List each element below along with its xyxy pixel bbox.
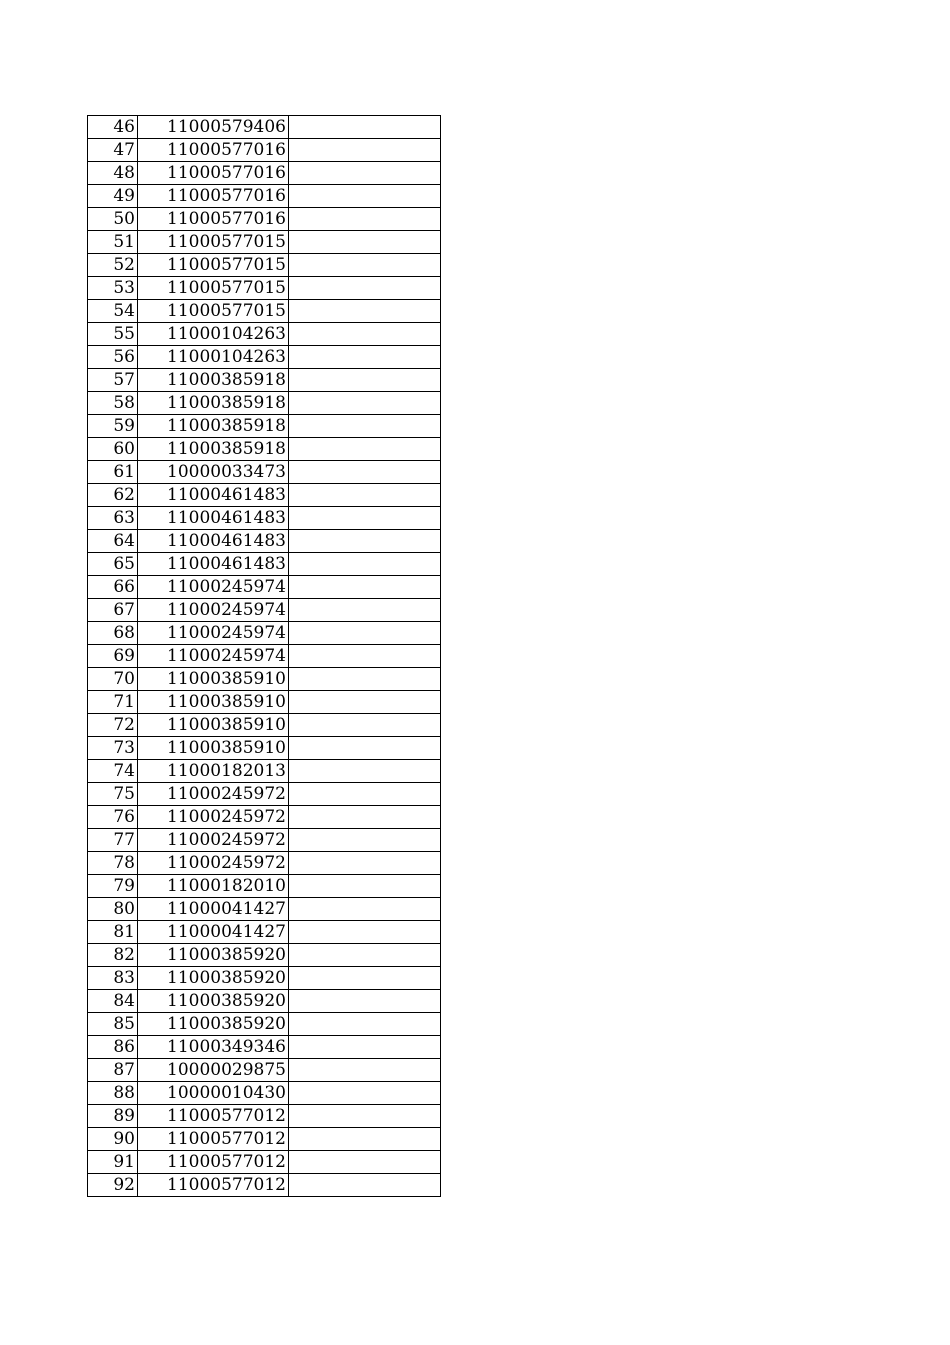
code-cell: 11000245972 xyxy=(138,783,289,806)
row-number-cell: 90 xyxy=(88,1128,138,1151)
empty-cell xyxy=(289,1105,441,1128)
empty-cell xyxy=(289,1036,441,1059)
code-cell: 11000577012 xyxy=(138,1128,289,1151)
row-number-cell: 74 xyxy=(88,760,138,783)
table-row xyxy=(88,990,441,1013)
empty-cell xyxy=(289,139,441,162)
row-number-cell: 72 xyxy=(88,714,138,737)
table-row xyxy=(88,1082,441,1105)
row-number-cell: 73 xyxy=(88,737,138,760)
table-row xyxy=(88,323,441,346)
table-row xyxy=(88,875,441,898)
row-number-cell: 79 xyxy=(88,875,138,898)
row-number-cell: 53 xyxy=(88,277,138,300)
empty-cell xyxy=(289,300,441,323)
row-number-cell: 77 xyxy=(88,829,138,852)
empty-cell xyxy=(289,415,441,438)
table-row xyxy=(88,1151,441,1174)
row-number-cell: 80 xyxy=(88,898,138,921)
table-row xyxy=(88,1036,441,1059)
empty-cell xyxy=(289,553,441,576)
table-row xyxy=(88,783,441,806)
code-cell: 11000461483 xyxy=(138,507,289,530)
table-row xyxy=(88,346,441,369)
table-row xyxy=(88,921,441,944)
empty-cell xyxy=(289,576,441,599)
table-row xyxy=(88,300,441,323)
table-row xyxy=(88,898,441,921)
table-row xyxy=(88,599,441,622)
row-number-cell: 86 xyxy=(88,1036,138,1059)
row-number-cell: 78 xyxy=(88,852,138,875)
code-cell: 11000104263 xyxy=(138,323,289,346)
row-number-cell: 58 xyxy=(88,392,138,415)
code-cell: 11000577012 xyxy=(138,1105,289,1128)
table-row xyxy=(88,668,441,691)
code-cell: 11000245972 xyxy=(138,829,289,852)
empty-cell xyxy=(289,231,441,254)
row-number-cell: 52 xyxy=(88,254,138,277)
code-cell: 11000577016 xyxy=(138,162,289,185)
empty-cell xyxy=(289,806,441,829)
code-cell: 11000577015 xyxy=(138,231,289,254)
empty-cell xyxy=(289,530,441,553)
table-row xyxy=(88,415,441,438)
table-row xyxy=(88,944,441,967)
row-number-cell: 75 xyxy=(88,783,138,806)
code-cell: 11000349346 xyxy=(138,1036,289,1059)
table-row xyxy=(88,691,441,714)
empty-cell xyxy=(289,852,441,875)
empty-cell xyxy=(289,599,441,622)
code-cell: 11000182013 xyxy=(138,760,289,783)
table-row xyxy=(88,484,441,507)
row-number-cell: 66 xyxy=(88,576,138,599)
table-row xyxy=(88,392,441,415)
table-row xyxy=(88,1128,441,1151)
row-number-cell: 63 xyxy=(88,507,138,530)
empty-cell xyxy=(289,645,441,668)
table-body xyxy=(88,116,441,1197)
code-cell: 11000577016 xyxy=(138,208,289,231)
empty-cell xyxy=(289,507,441,530)
table-row xyxy=(88,1059,441,1082)
empty-cell xyxy=(289,737,441,760)
empty-cell xyxy=(289,1082,441,1105)
empty-cell xyxy=(289,208,441,231)
code-cell: 11000385918 xyxy=(138,415,289,438)
row-number-cell: 57 xyxy=(88,369,138,392)
empty-cell xyxy=(289,438,441,461)
empty-cell xyxy=(289,185,441,208)
empty-cell xyxy=(289,944,441,967)
row-number-cell: 56 xyxy=(88,346,138,369)
row-number-cell: 61 xyxy=(88,461,138,484)
empty-cell xyxy=(289,461,441,484)
row-number-cell: 55 xyxy=(88,323,138,346)
code-cell: 11000385918 xyxy=(138,438,289,461)
table-row xyxy=(88,530,441,553)
table-row xyxy=(88,806,441,829)
row-number-cell: 47 xyxy=(88,139,138,162)
code-cell: 11000577015 xyxy=(138,277,289,300)
table-row xyxy=(88,461,441,484)
row-number-cell: 59 xyxy=(88,415,138,438)
row-number-cell: 46 xyxy=(88,116,138,139)
table-row xyxy=(88,254,441,277)
row-number-cell: 54 xyxy=(88,300,138,323)
empty-cell xyxy=(289,714,441,737)
row-number-cell: 51 xyxy=(88,231,138,254)
table-row xyxy=(88,1174,441,1197)
code-cell: 11000104263 xyxy=(138,346,289,369)
empty-cell xyxy=(289,392,441,415)
table-row xyxy=(88,231,441,254)
code-cell: 10000033473 xyxy=(138,461,289,484)
row-number-cell: 64 xyxy=(88,530,138,553)
empty-cell xyxy=(289,323,441,346)
table-row xyxy=(88,852,441,875)
code-cell: 11000577012 xyxy=(138,1151,289,1174)
empty-cell xyxy=(289,829,441,852)
code-cell: 11000385910 xyxy=(138,668,289,691)
row-number-cell: 65 xyxy=(88,553,138,576)
empty-cell xyxy=(289,277,441,300)
empty-cell xyxy=(289,921,441,944)
empty-cell xyxy=(289,346,441,369)
code-cell: 11000245972 xyxy=(138,852,289,875)
row-number-cell: 87 xyxy=(88,1059,138,1082)
code-cell: 11000577012 xyxy=(138,1174,289,1197)
code-cell: 11000461483 xyxy=(138,530,289,553)
empty-cell xyxy=(289,1151,441,1174)
code-cell: 11000385910 xyxy=(138,691,289,714)
row-number-cell: 67 xyxy=(88,599,138,622)
table-row xyxy=(88,737,441,760)
row-number-cell: 70 xyxy=(88,668,138,691)
table-row xyxy=(88,760,441,783)
row-number-cell: 85 xyxy=(88,1013,138,1036)
code-cell: 11000385910 xyxy=(138,714,289,737)
code-cell: 11000245974 xyxy=(138,576,289,599)
row-number-cell: 69 xyxy=(88,645,138,668)
table-row xyxy=(88,645,441,668)
empty-cell xyxy=(289,484,441,507)
row-number-cell: 88 xyxy=(88,1082,138,1105)
table-row xyxy=(88,1105,441,1128)
empty-cell xyxy=(289,116,441,139)
empty-cell xyxy=(289,1174,441,1197)
empty-cell xyxy=(289,760,441,783)
code-cell: 11000041427 xyxy=(138,898,289,921)
table-row xyxy=(88,576,441,599)
code-cell: 11000041427 xyxy=(138,921,289,944)
row-number-cell: 89 xyxy=(88,1105,138,1128)
table-row xyxy=(88,967,441,990)
row-number-cell: 68 xyxy=(88,622,138,645)
code-cell: 11000385920 xyxy=(138,967,289,990)
code-cell: 11000577016 xyxy=(138,185,289,208)
empty-cell xyxy=(289,254,441,277)
code-cell: 11000577015 xyxy=(138,300,289,323)
row-number-cell: 81 xyxy=(88,921,138,944)
row-number-cell: 62 xyxy=(88,484,138,507)
table-row xyxy=(88,208,441,231)
table-row xyxy=(88,162,441,185)
empty-cell xyxy=(289,1059,441,1082)
empty-cell xyxy=(289,162,441,185)
row-number-cell: 76 xyxy=(88,806,138,829)
code-cell: 10000029875 xyxy=(138,1059,289,1082)
row-number-cell: 49 xyxy=(88,185,138,208)
table-row xyxy=(88,507,441,530)
table-row xyxy=(88,438,441,461)
code-cell: 11000245974 xyxy=(138,599,289,622)
empty-cell xyxy=(289,369,441,392)
code-cell: 11000385910 xyxy=(138,737,289,760)
code-cell: 11000385918 xyxy=(138,369,289,392)
code-cell: 11000385920 xyxy=(138,990,289,1013)
row-number-cell: 82 xyxy=(88,944,138,967)
row-number-cell: 60 xyxy=(88,438,138,461)
empty-cell xyxy=(289,1128,441,1151)
code-cell: 11000245974 xyxy=(138,622,289,645)
empty-cell xyxy=(289,1013,441,1036)
code-cell: 11000577015 xyxy=(138,254,289,277)
row-number-cell: 92 xyxy=(88,1174,138,1197)
table-row xyxy=(88,369,441,392)
table-row xyxy=(88,553,441,576)
row-number-cell: 71 xyxy=(88,691,138,714)
empty-cell xyxy=(289,691,441,714)
code-cell: 11000579406 xyxy=(138,116,289,139)
row-number-cell: 84 xyxy=(88,990,138,1013)
empty-cell xyxy=(289,668,441,691)
empty-cell xyxy=(289,967,441,990)
table-row xyxy=(88,622,441,645)
table-row xyxy=(88,277,441,300)
table-row xyxy=(88,139,441,162)
empty-cell xyxy=(289,990,441,1013)
code-cell: 11000385920 xyxy=(138,944,289,967)
table-row xyxy=(88,829,441,852)
table-row xyxy=(88,714,441,737)
empty-cell xyxy=(289,898,441,921)
code-cell: 11000245974 xyxy=(138,645,289,668)
code-cell: 10000010430 xyxy=(138,1082,289,1105)
table-row xyxy=(88,116,441,139)
row-number-cell: 48 xyxy=(88,162,138,185)
code-cell: 11000245972 xyxy=(138,806,289,829)
code-cell: 11000385920 xyxy=(138,1013,289,1036)
empty-cell xyxy=(289,783,441,806)
code-cell: 11000385918 xyxy=(138,392,289,415)
data-table xyxy=(87,115,441,1197)
code-cell: 11000461483 xyxy=(138,484,289,507)
code-cell: 11000182010 xyxy=(138,875,289,898)
empty-cell xyxy=(289,875,441,898)
row-number-cell: 50 xyxy=(88,208,138,231)
code-cell: 11000577016 xyxy=(138,139,289,162)
empty-cell xyxy=(289,622,441,645)
table-row xyxy=(88,1013,441,1036)
code-cell: 11000461483 xyxy=(138,553,289,576)
row-number-cell: 91 xyxy=(88,1151,138,1174)
row-number-cell: 83 xyxy=(88,967,138,990)
table-row xyxy=(88,185,441,208)
